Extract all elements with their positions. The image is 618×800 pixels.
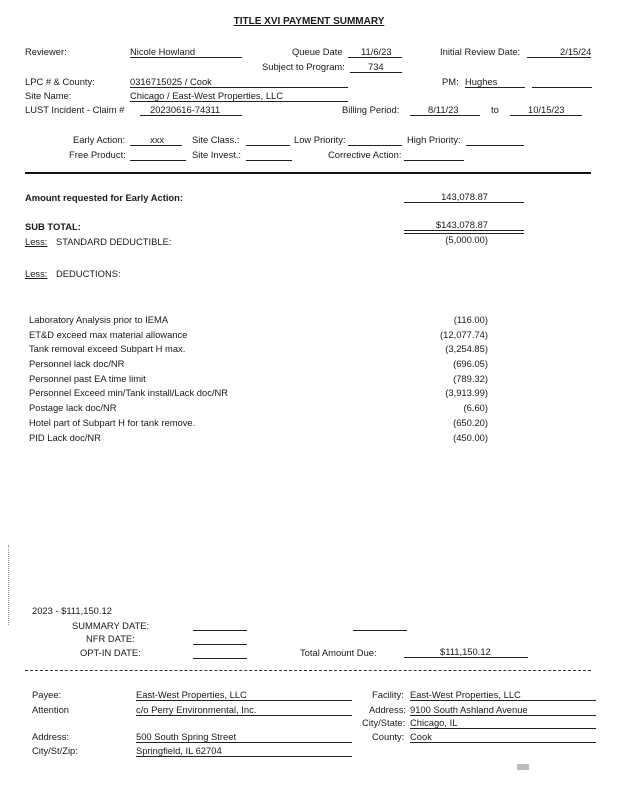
deduction-label: Hotel part of Subpart H for tank remove. — [29, 416, 196, 428]
payee-line — [136, 700, 352, 701]
billing-to: 10/15/23 — [528, 104, 565, 115]
deductible-label: STANDARD DEDUCTIBLE: — [56, 236, 172, 247]
deduction-amount: (450.00) — [453, 431, 488, 443]
pm-label: PM: — [442, 76, 459, 87]
corrective-line — [404, 160, 464, 161]
optin-date-label: OPT-IN DATE: — [80, 647, 141, 658]
county-label: County: — [372, 731, 405, 742]
address-label: Address: — [32, 731, 69, 742]
deduction-label: Personnel lack doc/NR — [29, 358, 125, 370]
fac-city-label: City/State: — [362, 717, 406, 728]
deduction-row — [29, 402, 489, 417]
deduction-row — [29, 387, 489, 402]
lpc-line — [130, 87, 348, 88]
requested-line — [404, 202, 524, 203]
deduction-label: Tank removal exceed Subpart H max. — [29, 343, 186, 355]
pm-line — [465, 87, 525, 88]
deduction-amount: (3,913.99) — [445, 387, 488, 399]
payee-value: East-West Properties, LLC — [136, 689, 247, 700]
corrective-label: Corrective Action: — [328, 149, 402, 160]
subject-program-line — [350, 72, 402, 73]
queue-date-line — [348, 57, 402, 58]
lpc-value: 0316715025 / Cook — [130, 76, 212, 87]
facility-line — [410, 700, 596, 701]
deduction-label: Personnel Exceed min/Tank install/Lack doc/NR — [29, 387, 229, 399]
reviewer-label: Reviewer: — [25, 46, 67, 57]
county-value: Cook — [410, 731, 432, 742]
deduction-amount: (12,077.74) — [440, 328, 488, 340]
early-action-value: xxx — [150, 134, 165, 145]
initial-review-line — [527, 57, 591, 58]
free-product-line — [130, 160, 186, 161]
site-name-line — [130, 101, 348, 102]
summary-extra-line — [353, 630, 407, 631]
requested-label: Amount requested for Early Action: — [25, 192, 184, 203]
address-value: 500 South Spring Street — [136, 731, 237, 742]
fac-address-line — [410, 715, 596, 716]
queue-date-label: Queue Date — [292, 46, 343, 57]
nfr-date-label: NFR DATE: — [86, 633, 135, 644]
fac-address-label: Address: — [369, 704, 406, 715]
fac-address-value: 9100 South Ashland Avenue — [410, 704, 528, 715]
initial-review-label: Initial Review Date: — [440, 46, 521, 57]
deduction-amount: (650.20) — [453, 416, 488, 428]
high-priority-line — [466, 145, 524, 146]
queue-date-value: 11/6/23 — [361, 46, 392, 57]
total-due-value: $111,150.12 — [440, 646, 491, 657]
less-label-2: Less: — [25, 268, 48, 279]
county-line — [410, 742, 596, 743]
site-name-value: Chicago / East-West Properties, LLC — [130, 90, 284, 101]
billing-label: Billing Period: — [342, 104, 400, 115]
deduction-amount: (116.00) — [453, 314, 488, 325]
deduction-row — [29, 417, 489, 432]
attention-value: c/o Perry Environmental, Inc. — [136, 704, 257, 715]
subject-program-value: 734 — [368, 61, 384, 72]
deduction-label: PID Lack doc/NR — [29, 431, 101, 443]
year-total: 2023 - $111,150.12 — [32, 605, 112, 616]
site-class-label: Site Class.: — [192, 134, 240, 145]
subtotal-line — [404, 230, 524, 231]
lpc-label: LPC # & County: — [25, 76, 95, 87]
reviewer-value: Nicole Howland — [130, 46, 196, 57]
total-due-line — [404, 657, 528, 658]
summary-date-label: SUMMARY DATE: — [72, 620, 150, 631]
deduction-row — [29, 373, 489, 388]
deduction-amount: (3,254.85) — [445, 343, 488, 355]
billing-from-line — [410, 115, 480, 116]
nfr-date-line — [193, 644, 247, 645]
footer-divider — [25, 670, 591, 671]
site-class-line — [246, 145, 290, 146]
less-label-1: Less: — [25, 236, 48, 247]
deduction-row — [29, 358, 489, 373]
city-line — [136, 756, 352, 757]
billing-to-label: to — [491, 104, 499, 115]
early-action-line — [130, 145, 182, 146]
deduction-amount: (789.32) — [453, 372, 488, 384]
deduction-row — [29, 329, 489, 344]
deduction-label: Personnel past EA time limit — [29, 372, 146, 384]
lust-line — [140, 115, 242, 116]
fac-city-value: Chicago, IL — [410, 717, 458, 728]
deduction-label: Postage lack doc/NR — [29, 402, 117, 414]
attention-label: Attention — [32, 704, 70, 715]
deductions-list — [29, 314, 489, 446]
section-divider — [25, 172, 591, 174]
early-action-label: Early Action: — [73, 134, 126, 145]
deduction-amount: (6.60) — [463, 402, 488, 414]
deduction-row — [29, 432, 489, 447]
low-priority-line — [348, 145, 402, 146]
document-title: TITLE XVI PAYMENT SUMMARY — [233, 16, 385, 27]
subject-program-label: Subject to Program: — [262, 61, 345, 72]
deductions-label: DEDUCTIONS: — [56, 268, 121, 279]
lust-label: LUST Incident - Claim # — [25, 104, 125, 115]
city-label: City/St/Zip: — [32, 745, 78, 756]
high-priority-label: High Priority: — [407, 134, 461, 145]
billing-from: 8/11/23 — [428, 104, 459, 115]
deductible-value: (5,000.00) — [445, 234, 488, 245]
address-line — [136, 742, 352, 743]
payee-label: Payee: — [32, 689, 62, 700]
subtotal-label: SUB TOTAL: — [25, 221, 81, 232]
deduction-label: ET&D exceed max material allowance — [29, 328, 188, 340]
city-value: Springfield, IL 62704 — [136, 745, 222, 756]
deduction-label: Laboratory Analysis prior to IEMA — [29, 314, 169, 325]
initial-review-value: 2/15/24 — [560, 46, 592, 57]
total-due-label: Total Amount Due: — [300, 647, 377, 658]
site-invest-line — [246, 160, 292, 161]
fac-city-line — [410, 728, 596, 729]
requested-value: 143,078.87 — [441, 191, 488, 202]
optin-date-line — [193, 658, 247, 659]
pm-value: Hughes — [465, 76, 498, 87]
free-product-label: Free Product: — [69, 149, 126, 160]
deduction-amount: (696.05) — [453, 358, 488, 370]
deduction-row — [29, 343, 489, 358]
summary-date-line — [193, 630, 247, 631]
attention-line — [136, 715, 352, 716]
facility-value: East-West Properties, LLC — [410, 689, 521, 700]
subtotal-value: $143,078.87 — [435, 219, 488, 230]
site-invest-label: Site Invest.: — [192, 149, 241, 160]
facility-label: Facility: — [372, 689, 404, 700]
scan-mark — [517, 764, 529, 770]
pm-line-2 — [532, 87, 592, 88]
scan-edge-mark — [8, 545, 10, 625]
reviewer-line — [130, 57, 242, 58]
low-priority-label: Low Priority: — [294, 134, 346, 145]
deduction-row — [29, 314, 489, 329]
lust-value: 20230616-74311 — [150, 104, 221, 115]
site-name-label: Site Name: — [25, 90, 72, 101]
billing-to-line — [510, 115, 582, 116]
